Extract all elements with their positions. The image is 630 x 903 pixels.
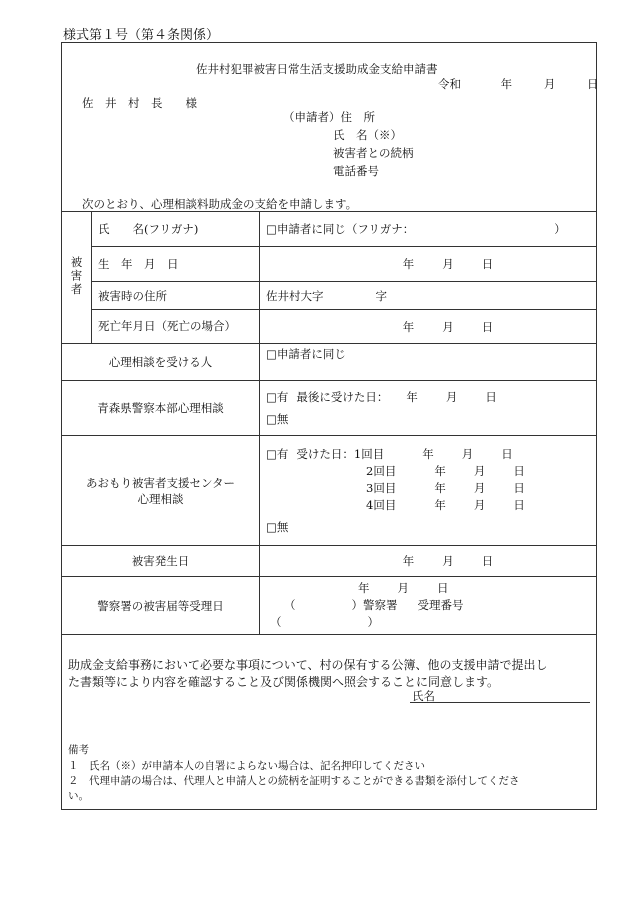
era-label: 令和 (438, 77, 461, 91)
signature-line[interactable] (410, 702, 590, 703)
furigana-field[interactable]: □申請者に同じ（フリガナ： (266, 222, 415, 236)
police-counsel-yes[interactable]: □有 最後に受けた日： 年 月 日 (266, 390, 497, 404)
note-2: ２ 代理申請の場合は、代理人と申請人との続柄を証明することができる書類を添付してくださ (68, 775, 520, 787)
month-label: 月 (543, 77, 556, 91)
birth-date-field[interactable]: 年 月 日 (260, 247, 597, 282)
close-paren: ） (554, 222, 566, 236)
victim-name-label: 氏 名(フリガナ) (92, 212, 260, 247)
applicant-name-label: 氏 名（※） (333, 128, 402, 142)
counselee-same-checkbox[interactable]: □申請者に同じ (260, 344, 597, 381)
report-station[interactable]: （ ）警察署 受理番号 (284, 598, 464, 612)
center-label-line2: 心理相談 (137, 491, 184, 506)
center-session-4[interactable]: 4回目 年 月 日 (366, 497, 525, 512)
consent-name-label: 氏名 (412, 689, 435, 703)
counselee-label: 心理相談を受ける人 (62, 344, 260, 381)
year-label: 年 (500, 77, 513, 91)
applicant-phone-label: 電話番号 (333, 164, 379, 178)
victim-address-field[interactable]: 佐井村大字 字 (260, 282, 597, 310)
center-label-line1: あおもり被害者支援センター (85, 475, 236, 490)
table-row (62, 247, 597, 282)
table-row (62, 577, 597, 635)
application-date (438, 76, 598, 92)
address-label: 被害時の住所 (92, 282, 260, 310)
report-number[interactable]: （ ） (270, 615, 379, 629)
table-row (62, 212, 597, 247)
intro-text: 次のとおり、心理相談料助成金の支給を申請します。 (82, 197, 358, 211)
table-row (62, 310, 597, 344)
report-label: 警察署の被害届等受理日 (62, 577, 260, 635)
police-counsel-no[interactable]: □無 (266, 412, 289, 426)
application-table (61, 211, 597, 635)
applicant-relation-label: 被害者との続柄 (333, 146, 414, 160)
consent-line-2: た書類等により内容を確認すること及び関係機関へ照会することに同意します。 (68, 675, 500, 689)
report-field (260, 577, 597, 635)
center-session-1[interactable]: □有 受けた日：1回目 年 月 日 (266, 446, 513, 461)
center-session-2[interactable]: 2回目 年 月 日 (366, 463, 525, 478)
center-session-3[interactable]: 3回目 年 月 日 (366, 480, 525, 495)
notes-heading: 備考 (68, 744, 89, 756)
note-2-cont: い。 (68, 790, 89, 802)
table-row (62, 344, 597, 381)
table-row (62, 436, 597, 546)
table-row (62, 381, 597, 436)
victim-name-value (260, 212, 597, 247)
death-date-field[interactable]: 年 月 日 (260, 310, 597, 344)
police-counsel-label: 青森県警察本部心理相談 (62, 381, 260, 436)
report-date[interactable]: 年 月 日 (358, 581, 449, 595)
form-title: 佐井村犯罪被害日常生活支援助成金支給申請書 (196, 62, 438, 76)
center-counsel-no[interactable]: □無 (266, 519, 289, 534)
address-label: 住 所 (340, 110, 375, 124)
victim-label: 被害者 (62, 212, 92, 344)
occurrence-date-field[interactable]: 年 月 日 (260, 546, 597, 577)
applicant-prefix: （申請者） (283, 110, 341, 124)
consent-line-1: 助成金支給事務において必要な事項について、村の保有する公簿、他の支援申請で提出し (68, 658, 548, 672)
applicant-address-label (283, 109, 375, 125)
addressee: 佐 井 村 長 様 (82, 96, 197, 110)
birth-label: 生 年 月 日 (92, 247, 260, 282)
center-counsel-label (62, 436, 260, 546)
table-row (62, 546, 597, 577)
form-number: 様式第１号（第４条関係） (63, 28, 220, 43)
police-counsel-field (260, 381, 597, 436)
day-label: 日 (586, 77, 599, 91)
death-date-label: 死亡年月日（死亡の場合） (92, 310, 260, 344)
note-1: １ 氏名（※）が申請本人の自署によらない場合は、記名押印してください (68, 760, 425, 772)
table-row (62, 282, 597, 310)
center-counsel-field (260, 436, 597, 546)
occurrence-label: 被害発生日 (62, 546, 260, 577)
